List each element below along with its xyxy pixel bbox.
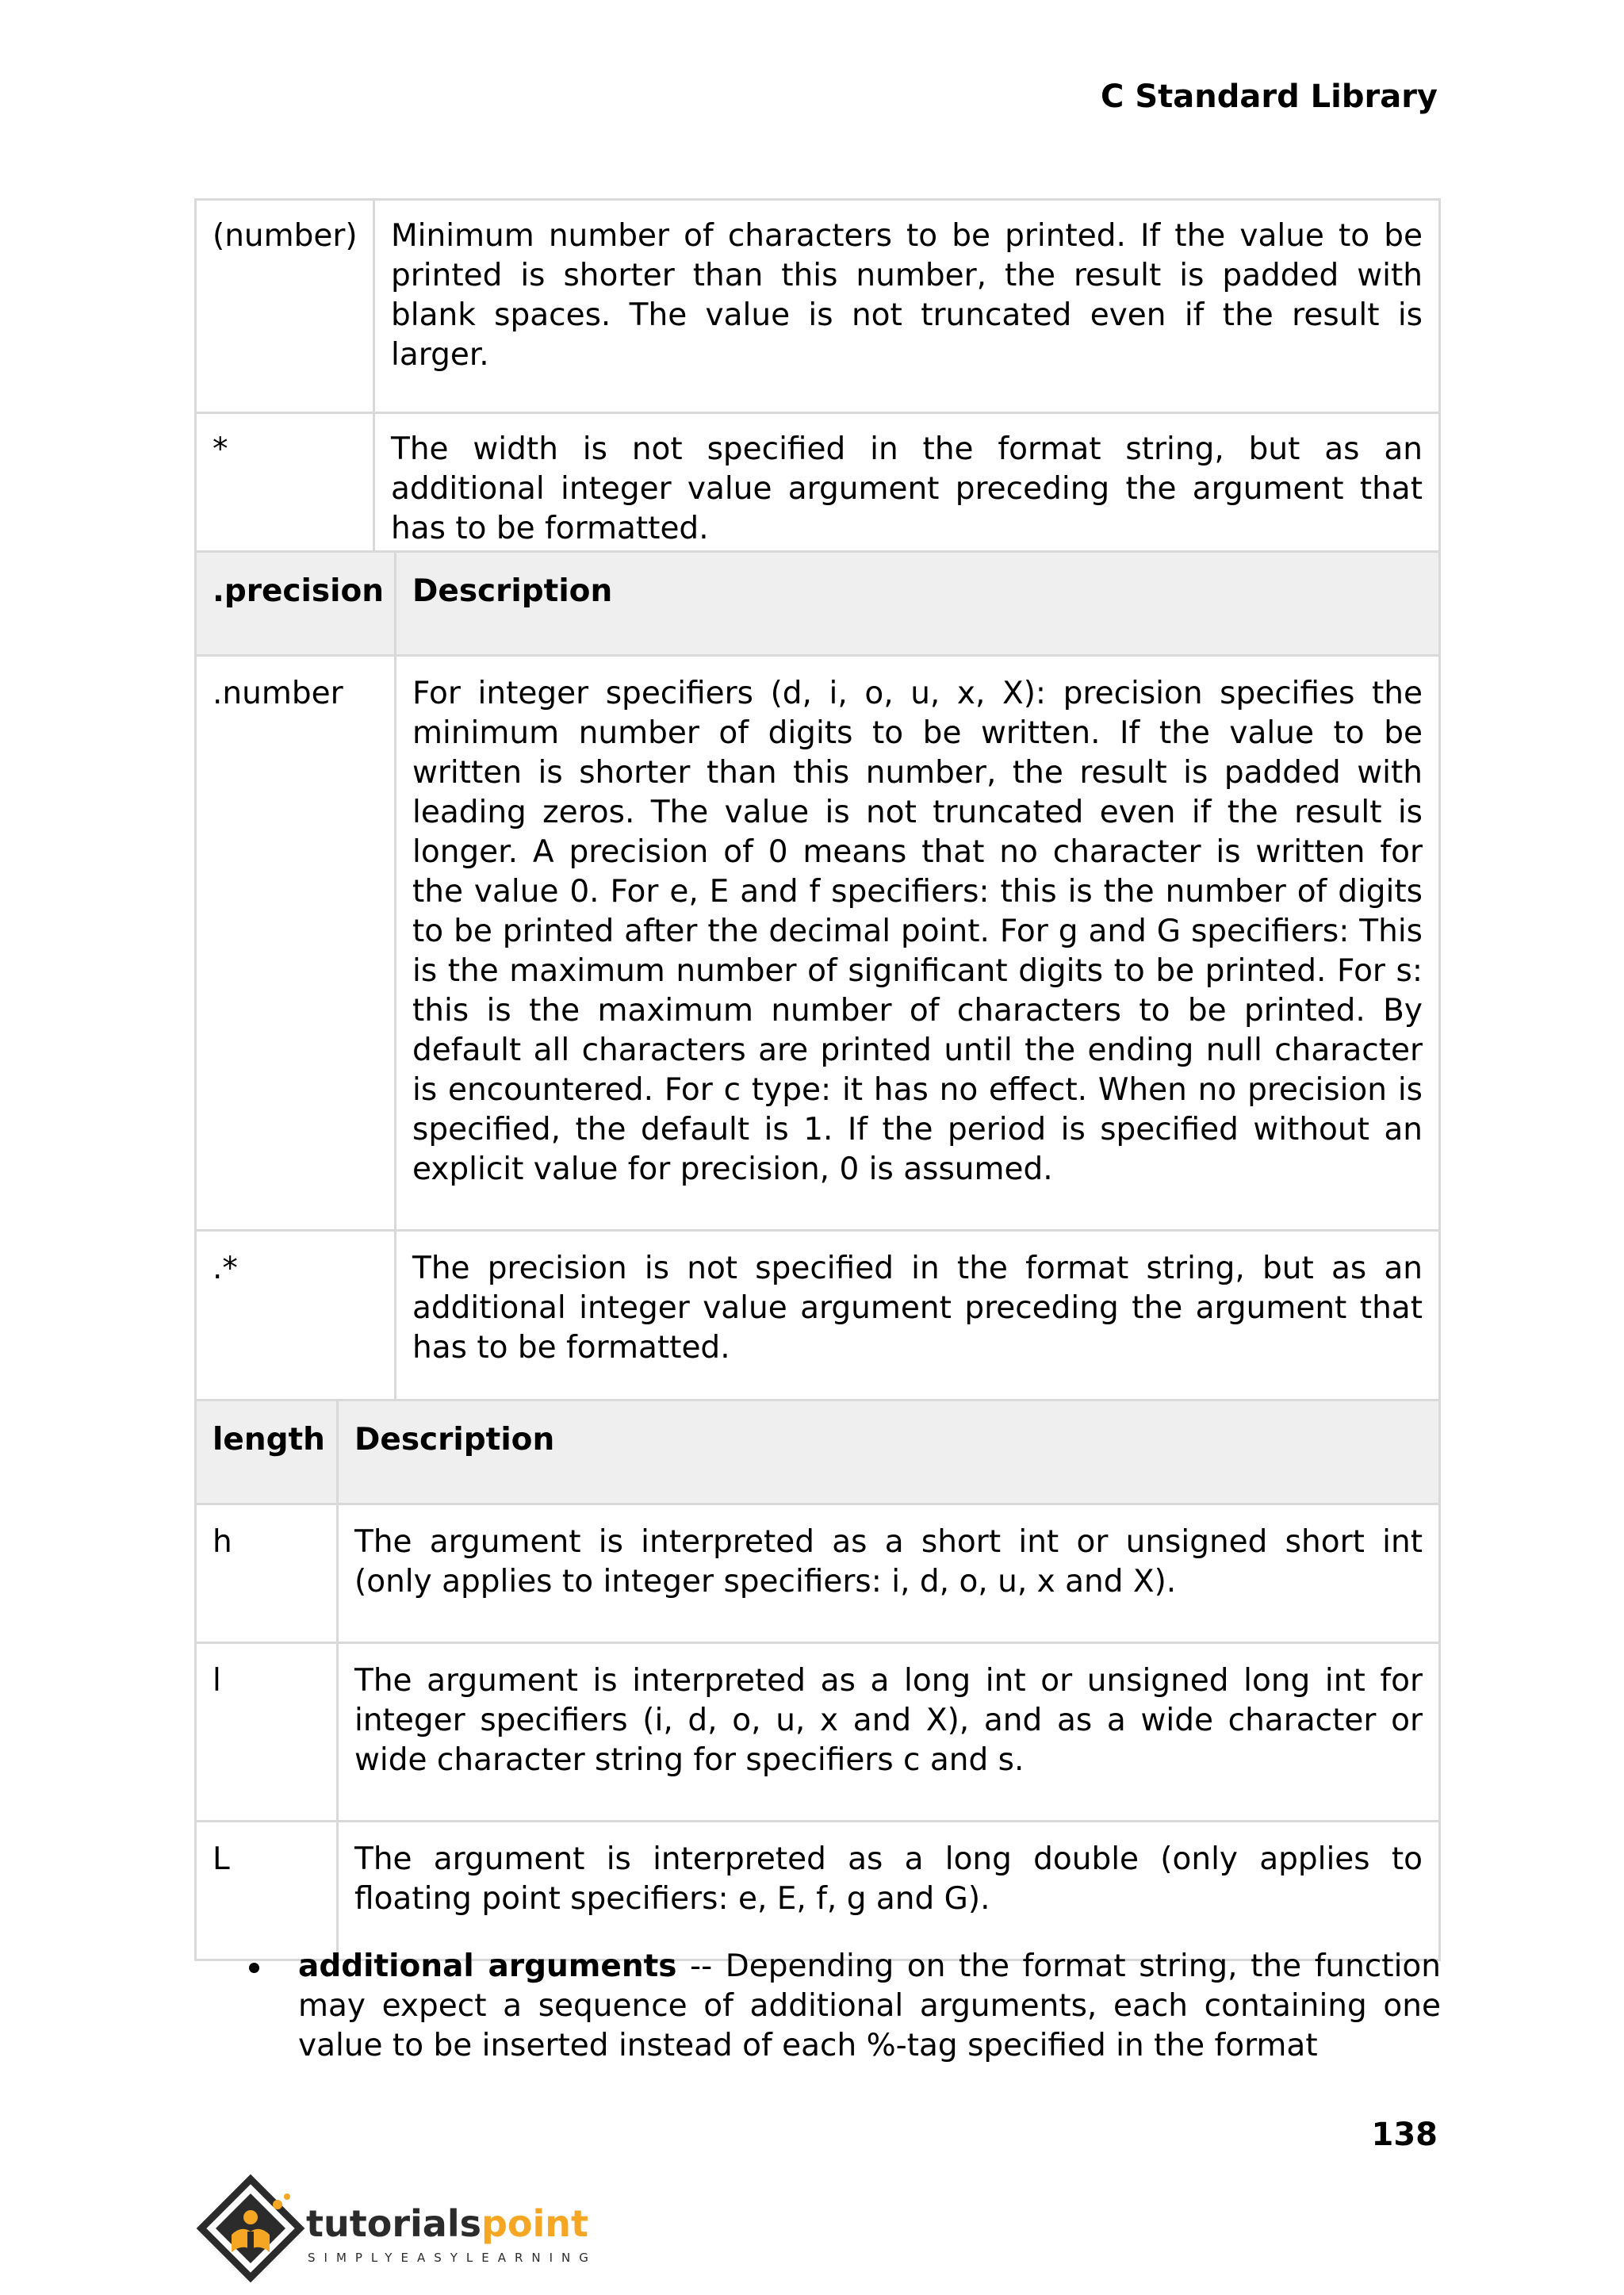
table-row: [196, 1822, 1440, 1960]
list-item: [238, 1947, 1441, 2066]
table-row: [196, 656, 1440, 1231]
tutorialspoint-logo: [195, 2173, 597, 2284]
length-description: The argument is interpreted as a short int or unsigned short int (only applies to integer specifiers: i, d, o, u, x and X).: [338, 1504, 1440, 1643]
precision-header-key: .precision: [196, 552, 396, 656]
bullet-term: additional arguments: [298, 1948, 677, 1984]
page-header: C Standard Library: [1101, 79, 1438, 115]
precision-description: For integer specifiers (d, i, o, u, x, X): precision specifies the minimum number of digits to be written. If the value to be written is shorter than this number, the result is padded with leading zeros. The value is not truncated even if the result is longer. A precision of 0 means that no character is written for the value 0. For e, E and f specifiers: this is the number of digits to be printed after the decimal point. For g and G specifiers: This is the maximum number of significant digits to be printed. For s: this is the maximum number of characters to be printed. By default all characters are printed until the ending null character is encountered. For c type: it has no effect. When no precision is specified, the default is 1. If the period is specified without an explicit value for precision, 0 is assumed.: [396, 656, 1440, 1231]
table-row: [196, 1504, 1440, 1643]
length-table: [194, 1399, 1441, 1961]
table-row: [196, 200, 1440, 413]
width-description: Minimum number of characters to be printed. If the value to be printed is shorter than this number, the result is padded with blank spaces. The value is not truncated even if the result is larger.: [374, 200, 1440, 413]
table-header-row: [196, 1400, 1440, 1504]
length-key: L: [196, 1822, 338, 1960]
length-key: h: [196, 1504, 338, 1643]
table-header-row: [196, 552, 1440, 656]
width-table: [194, 198, 1441, 588]
precision-description: The precision is not specified in the format string, but as an additional integer value argument preceding the argument that has to be formatted.: [396, 1231, 1440, 1409]
table-row: [196, 1643, 1440, 1822]
width-description: The width is not specified in the format string, but as an additional integer value argument preceding the argument that has to be formatted.: [374, 413, 1440, 587]
precision-header-description: Description: [396, 552, 1440, 656]
precision-key: .number: [196, 656, 396, 1231]
bullet-text: -- Depending on the format string, the function may expect a sequence of additional arguments, each containing one value to be inserted instead of each %-tag specified in the format: [298, 1948, 1442, 2063]
table-row: [196, 1231, 1440, 1409]
width-key: *: [196, 413, 374, 587]
length-header-key: length: [196, 1400, 338, 1504]
logo-emblem-icon: [201, 2179, 300, 2278]
precision-key: .*: [196, 1231, 396, 1409]
bullet-icon: [249, 1963, 259, 1973]
length-description: The argument is interpreted as a long int or unsigned long int for integer specifiers (i, d, o, u, x and X), and as a wide character or wide character string for specifiers c and s.: [338, 1643, 1440, 1822]
length-description: The argument is interpreted as a long double (only applies to floating point specifiers: e, E, f, g and G).: [338, 1822, 1440, 1960]
page-number: 138: [1371, 2117, 1438, 2153]
logo-wordmark: tutorialspoint: [306, 2202, 589, 2245]
precision-table: [194, 550, 1441, 1410]
width-key: (number): [196, 200, 374, 413]
bullet-list: [238, 1947, 1441, 2066]
length-header-description: Description: [338, 1400, 1440, 1504]
length-key: l: [196, 1643, 338, 1822]
logo-tagline: SIMPLYEASYLEARNING: [308, 2251, 597, 2265]
